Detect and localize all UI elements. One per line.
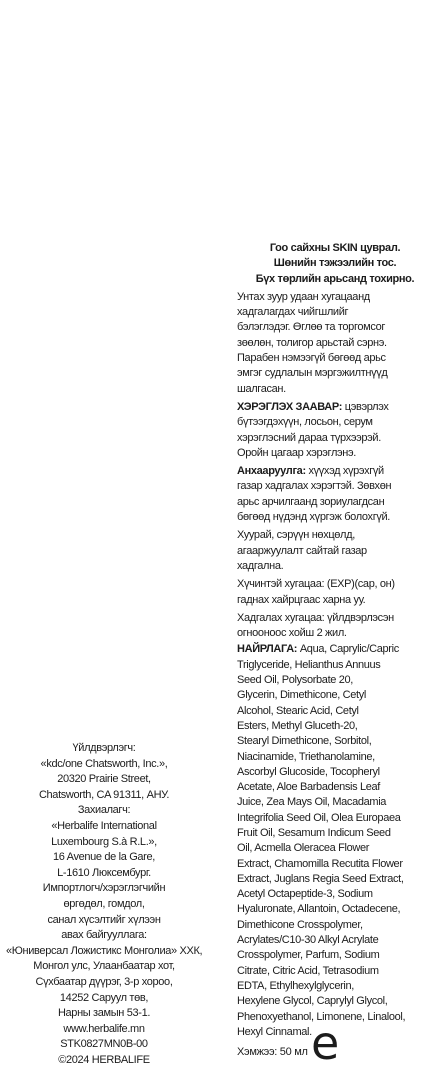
manufacturer-line: 20320 Prairie Street, <box>57 773 151 786</box>
usage-instructions: ХЭРЭГЛЭХ ЗААВАР: цэвэрлэх бүтээгдэхүүн, лосьон, серум хэрэглэсний дараа түрхээрэй. Оройн цагаар хэрэглэнэ. <box>237 400 389 459</box>
manufacturer-line: Импортлогч/хэрэглэгчийн <box>42 882 166 895</box>
product-description: Унтах зуур удаан хугацаанд хадгалагдах чийгшлийг бэлэглэдэг. Өглөө та торгомсог зөөлөн, толигор арьстай сэрнэ. Парабен нэмээгүй бөгөөд арьс эмгэг судлалын мэргэжилтнүүд шалгасан. <box>237 290 388 395</box>
manufacturer-line: «kdc/one Chatsworth, Inc.», <box>40 757 168 770</box>
manufacturer-line: «Юниверсал Ложистикс Монголиа» ХХК, <box>6 944 203 957</box>
manufacturer-line: «Herbalife International <box>51 819 157 832</box>
caution-label: Анхааруулга: <box>237 465 306 478</box>
heading-line: Шөнийн тэжээлийн тос. <box>273 257 397 270</box>
manufacturer-line: Үйлдвэрлэгч: <box>72 742 136 754</box>
manufacturer-line: Luxembourg S.à R.L.», <box>51 835 157 848</box>
manufacturer-line: Захиалагч: <box>77 804 131 817</box>
ingredients-list: НАЙРЛАГА: Aqua, Caprylic/Capric Triglyceride, Helianthus Annuus Seed Oil, Polysorbate 20, Glycerin, Dimethicone, Cetyl Alcohol, Stearic Acid, Cetyl Esters, Methyl Gluceth-20, Stearyl Dimethicone, Sorbitol, Niacinamide, Triethanolamine, Ascorbyl Glucoside, Tocopheryl Acetate, Aloe Barbadensis Leaf Juice, Zea Mays Oil, Macadamia Integrifolia Seed Oil, Olea Europaea Fruit Oil, Sesamum Indicum Seed Oil, Acmella Oleracea Flower Extract, Chamomilla Recutita Flower Extract, Juglans Regia Seed Extract, Acetyl Octapeptide-3, Sodium Hyaluronate, Allantoin, Octadecene, Dimethicone Crosspolymer, Acrylates/C10-30 Alkyl Acrylate Crosspolymer, Parfum, Sodium Citrate, Citric Acid, Tetrasodium EDTA, Ethylhexylglycerin, Hexylene Glycol, Caprylyl Glycol, Phenoxyethanol, Limonene, Linalool, Hexyl Cinnamal. <box>237 643 406 1038</box>
manufacturer-line: L-1610 Люксембург. <box>57 866 151 879</box>
product-code: STK0827MN0B-00 <box>60 1038 148 1051</box>
estimated-sign-icon: e <box>311 1016 340 1070</box>
manufacturer-info <box>6 741 202 1068</box>
manufacturer-line: 16 Avenue de la Gare, <box>53 851 155 864</box>
manufacturer-line: өргөдөл, гомдол, <box>63 897 145 910</box>
manufacturer-line: 14252 Саруул төв, <box>59 991 149 1004</box>
ingredients-label: НАЙРЛАГА: <box>237 643 298 656</box>
product-info <box>237 241 415 1040</box>
heading-line: Бүх төрлийн арьсанд тохирно. <box>255 272 415 285</box>
volume-row <box>237 1016 417 1070</box>
manufacturer-line: санал хүсэлтийг хүлээн <box>47 913 161 926</box>
caution-section: Анхааруулга: хүүхэд хүрэхгүй газар хадгалах хэрэгтэй. Зөвхөн арьс арчилгаанд зориулагдсан бөгөөд нүдэнд хүргэж болохгүй. <box>237 465 392 524</box>
manufacturer-line: Chatsworth, CA 91311, АНУ. <box>38 788 170 801</box>
volume-text: Хэмжээ: 50 мл <box>237 1046 308 1058</box>
heading-line: Гоо сайхны SKIN цуврал. <box>269 242 401 254</box>
manufacturer-line: Сүхбаатар дүүрэг, 3-р хороо, <box>35 975 173 988</box>
manufacturer-line: Нарны замын 53-1. <box>57 1007 151 1020</box>
expiry-info: Хүчинтэй хугацаа: (EXP)(сар, он) гаднах хайрцгаас харна уу. <box>237 578 395 606</box>
manufacturer-line: авах байгууллага: <box>61 929 147 942</box>
usage-label: ХЭРЭГЛЭХ ЗААВАР: <box>237 400 343 413</box>
copyright-text: ©2024 HERBALIFE <box>58 1053 150 1066</box>
manufacturer-line: Монгол улс, Улаанбаатар хот, <box>33 960 175 973</box>
website-text: www.herbalife.mn <box>63 1022 145 1035</box>
storage-conditions: Хуурай, сэрүүн нөхцөлд, агааржуулалт сайтай газар хадгална. <box>237 529 367 572</box>
product-heading <box>235 241 435 287</box>
shelf-life-info: Хадгалах хугацаа: үйлдвэрлэсэн огнооноос хойш 2 жил. <box>237 611 394 640</box>
